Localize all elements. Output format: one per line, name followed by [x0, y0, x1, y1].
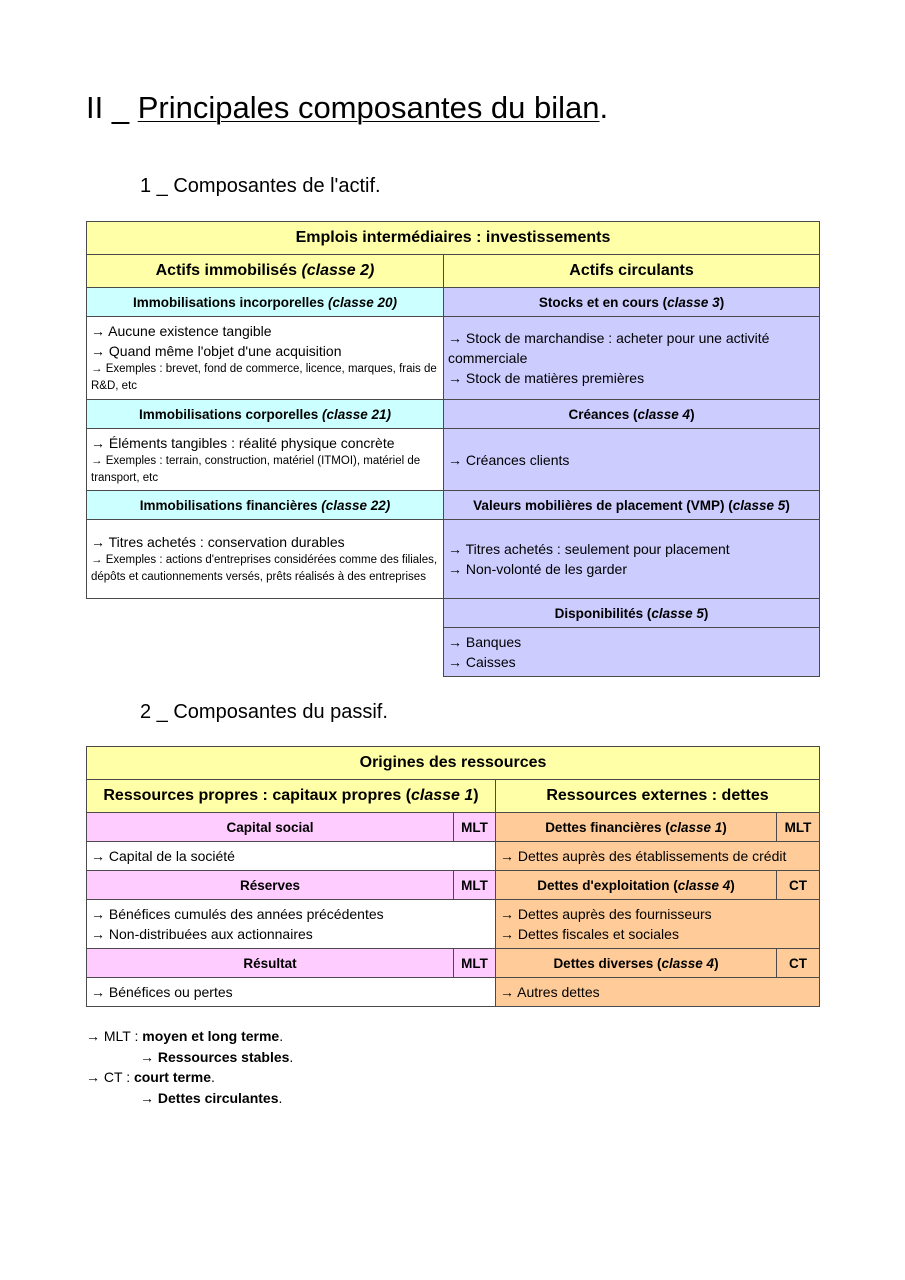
- immob-financieres-body: → Titres achetés : conservation durables → Exemples : actions d'entreprises considérées comme des filiales, dépôts et cautionnements versés, prêts réalisés à des entreprises: [87, 520, 444, 599]
- actif-table: [86, 221, 820, 677]
- stocks-body: → Stock de marchandise : acheter pour une activité commerciale → Stock de matières premières: [444, 317, 820, 400]
- title-main: Principales composantes du bilan: [137, 90, 600, 125]
- actifs-immobilises-header: Actifs immobilisés (classe 2): [87, 255, 444, 288]
- reserves-body: → Bénéfices cumulés des années précédentes → Non-distribuées aux actionnaires: [87, 900, 496, 949]
- creances-body: → Créances clients: [444, 429, 820, 491]
- actif-main-header: Emplois intermédiaires : investissements: [87, 222, 820, 255]
- immob-corporelles-body: → Éléments tangibles : réalité physique concrète → Exemples : terrain, construction, matériel (ITMOI), matériel de transport, etc: [87, 429, 444, 491]
- legend-ressources-stables: → Ressources stables.: [140, 1048, 294, 1065]
- dettes-diverses-term: CT: [777, 949, 820, 978]
- passif-main-header: Origines des ressources: [87, 747, 820, 780]
- reserves-term: MLT: [454, 871, 496, 900]
- dettes-diverses-body: → Autres dettes: [496, 978, 820, 1007]
- title-suffix: .: [599, 90, 609, 125]
- disponibilites-title: Disponibilités (classe 5): [444, 599, 820, 628]
- section-passif-title: 2 _ Composantes du passif.: [140, 701, 388, 723]
- resultat-body: → Bénéfices ou pertes: [87, 978, 496, 1007]
- capital-social-body: → Capital de la société: [87, 842, 496, 871]
- immob-incorporelles-body: → Aucune existence tangible → Quand même l'objet d'une acquisition → Exemples : brevet, fond de commerce, licence, marques, frais de R&D, etc: [87, 317, 444, 400]
- stocks-title: Stocks et en cours (classe 3): [444, 288, 820, 317]
- vmp-body: → Titres achetés : seulement pour placement → Non-volonté de les garder: [444, 520, 820, 599]
- dettes-financieres-body: → Dettes auprès des établissements de crédit: [496, 842, 820, 871]
- dettes-exploitation-title: Dettes d'exploitation (classe 4): [496, 871, 777, 900]
- passif-table: [86, 746, 820, 1007]
- legend: [86, 1026, 293, 1108]
- immob-corporelles-title: Immobilisations corporelles (classe 21): [87, 400, 444, 429]
- capital-social-title: Capital social: [87, 813, 454, 842]
- legend-mlt: → MLT : moyen et long terme.: [86, 1028, 284, 1044]
- capital-social-term: MLT: [454, 813, 496, 842]
- dettes-exploitation-term: CT: [777, 871, 820, 900]
- reserves-title: Réserves: [87, 871, 454, 900]
- vmp-title: Valeurs mobilières de placement (VMP) (classe 5): [444, 491, 820, 520]
- legend-ct: → CT : court terme.: [86, 1069, 215, 1085]
- title-prefix: II _: [86, 90, 138, 125]
- ressources-propres-header: Ressources propres : capitaux propres (classe 1): [87, 780, 496, 813]
- resultat-term: MLT: [454, 949, 496, 978]
- section-actif-title: 1 _ Composantes de l'actif.: [140, 175, 381, 197]
- ressources-externes-header: Ressources externes : dettes: [496, 780, 820, 813]
- creances-title: Créances (classe 4): [444, 400, 820, 429]
- dettes-diverses-title: Dettes diverses (classe 4): [496, 949, 777, 978]
- page-title: [86, 88, 608, 128]
- immob-financieres-title: Immobilisations financières (classe 22): [87, 491, 444, 520]
- dettes-financieres-title: Dettes financières (classe 1): [496, 813, 777, 842]
- actifs-circulants-header: Actifs circulants: [444, 255, 820, 288]
- immob-incorporelles-title: Immobilisations incorporelles (classe 20): [87, 288, 444, 317]
- legend-dettes-circulantes: → Dettes circulantes.: [140, 1089, 283, 1106]
- resultat-title: Résultat: [87, 949, 454, 978]
- dettes-financieres-term: MLT: [777, 813, 820, 842]
- dettes-exploitation-body: → Dettes auprès des fournisseurs → Dettes fiscales et sociales: [496, 900, 820, 949]
- disponibilites-body: → Banques → Caisses: [444, 628, 820, 677]
